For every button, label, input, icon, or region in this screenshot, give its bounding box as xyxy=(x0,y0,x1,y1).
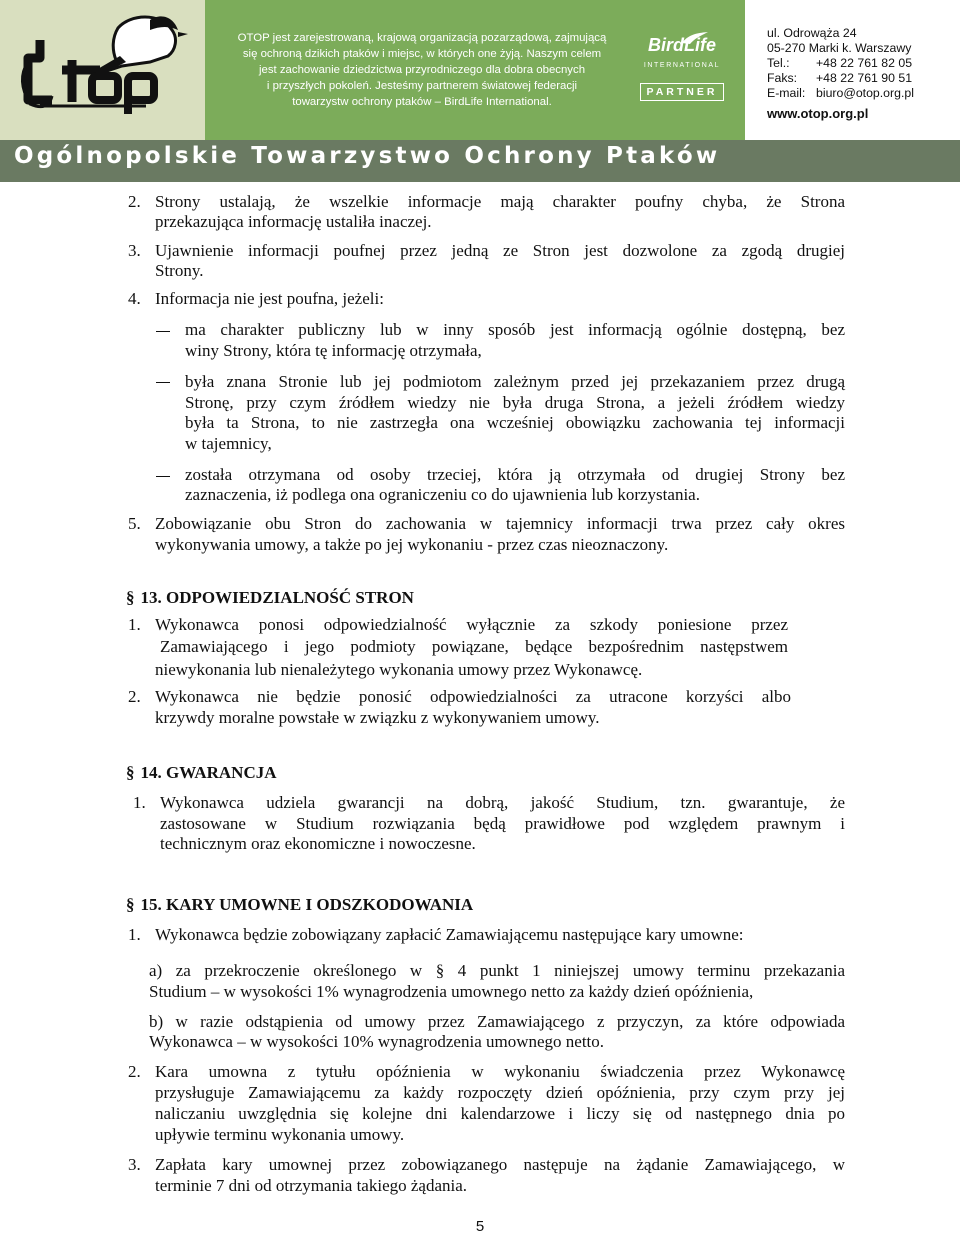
paragraph-line: Kara umowna z tytułu opóźnienia w wykonaniu świadczenia przez Wykonawcę xyxy=(155,1062,845,1081)
item-number: 2. xyxy=(128,687,141,706)
paragraph-line: terminie 7 dni od otrzymania takiego żądania. xyxy=(155,1176,468,1195)
email-link[interactable]: biuro@otop.org.pl xyxy=(816,86,914,100)
item-number: 3. xyxy=(128,241,141,260)
paragraph-line: krzywdy moralne powstałe w związku z wykonywaniem umowy. xyxy=(155,708,600,727)
section-sign: § xyxy=(126,588,135,607)
mission-statement xyxy=(212,30,632,110)
paragraph-line: Wykonawca będzie zobowiązany zapłacić Zamawiającemu następujące kary umowne: xyxy=(155,925,744,944)
item-number: 3. xyxy=(128,1155,141,1174)
mission-line: jest zachowanie dziedzictwa przyrodniczego dla dobra obecnych xyxy=(258,64,586,76)
paragraph-line: Wykonawca ponosi odpowiedzialność wyłącznie za szkody poniesione przez xyxy=(155,615,788,634)
paragraph-line: Wykonawca nie będzie ponosić odpowiedzialności za utracone korzyści albo xyxy=(155,687,791,706)
phone-label: Tel.: xyxy=(767,56,790,70)
paragraph-line: a) za przekroczenie określonego w § 4 punkt 1 niniejszej umowy terminu przekazania xyxy=(149,961,845,980)
item-number: 1. xyxy=(128,615,141,634)
paragraph-line: Ujawnienie informacji poufnej przez jedną ze Stron jest dozwolone za zgodą drugiej xyxy=(155,241,845,260)
paragraph-line: b) w razie odstąpienia od umowy przez Zamawiającego z przyczyn, za które odpowiada xyxy=(149,1012,845,1031)
section-heading: § 14. GWARANCJA xyxy=(126,763,277,782)
mission-line: i przyszłych pokoleń. Jesteśmy partnerem światowej federacji xyxy=(266,80,578,92)
header-logo-panel xyxy=(0,0,205,140)
mission-line: towarzystw ochrony ptaków – BirdLife International. xyxy=(292,96,552,108)
dash-bullet xyxy=(156,476,170,477)
paragraph-line: w tajemnicy, xyxy=(185,434,272,453)
birdlife-partner-label: PARTNER xyxy=(640,83,724,101)
paragraph-line: Zapłata kary umownej przez zobowiązanego następuje na żądanie Zamawiającego, w xyxy=(155,1155,845,1174)
paragraph-line: wykonywania umowy, a także po jej wykonaniu - przez czas nieoznaczony. xyxy=(155,535,669,554)
paragraph-line: Stronę, przy czym źródłem wiedzy nie była druga Strona, a jeżeli źródłem wiedzy xyxy=(185,393,845,412)
paragraph-line: była ta Strona, to nie zastrzegła ona wcześniej obowiązku zachowania tej informacji xyxy=(185,413,845,432)
item-number: 4. xyxy=(128,289,141,308)
paragraph-line: technicznym oraz ekonomiczne i nowoczesne. xyxy=(160,834,476,853)
item-number: 5. xyxy=(128,514,141,533)
phone-value: +48 22 761 82 05 xyxy=(816,56,913,70)
paragraph-line: Informacja nie jest poufna, jeżeli: xyxy=(155,289,384,308)
birdlife-international: INTERNATIONAL xyxy=(643,62,721,69)
section-sign: § xyxy=(126,763,135,782)
paragraph-line: została otrzymana od osoby trzeciej, która ją otrzymała od drugiej Strony bez xyxy=(185,465,845,484)
item-number: 2. xyxy=(128,1062,141,1081)
page-number: 5 xyxy=(475,1218,485,1235)
section-sign: § xyxy=(126,895,135,914)
paragraph-line: naliczaniu uwzględnia się kolejne dni kalendarzowe i liczy się od następnego dnia po xyxy=(155,1104,845,1123)
paragraph-line: zaznaczenia, iż podlega ona ograniczeniu co do ujawnienia lub korzystania. xyxy=(185,485,700,504)
paragraph-line: Studium – w wysokości 1% wynagrodzenia umownego netto za każdy dzień opóźnienia, xyxy=(149,982,754,1001)
website-link[interactable]: www.otop.org.pl xyxy=(767,106,869,121)
paragraph-line: Zobowiązanie obu Stron do zachowania w tajemnicy informacji trwa przez cały okres xyxy=(155,514,845,533)
paragraph-line: Strony. xyxy=(155,261,204,280)
paragraph-line: niewykonania lub nienależytego wykonania umowy przez Wykonawcę. xyxy=(155,660,643,679)
paragraph-line: przysługuje Zamawiającemu za każdy rozpoczęty dzień opóźnienia, przy czym przy jej xyxy=(155,1083,845,1102)
organization-name: Ogólnopolskie Towarzystwo Ochrony Ptaków xyxy=(14,143,721,169)
paragraph-line: była znana Stronie lub jej podmiotom zależnym przed jej przekazaniem przez drugą xyxy=(185,372,845,391)
email-label: E-mail: xyxy=(767,86,806,100)
paragraph-line: Wykonawca – w wysokości 10% wynagrodzenia umownego netto. xyxy=(149,1032,605,1051)
birdlife-partner-logo xyxy=(640,35,724,105)
birdlife-name: BirdLife xyxy=(647,35,716,55)
item-number: 1. xyxy=(128,925,141,944)
section-heading: § 15. KARY UMOWNE I ODSZKODOWANIA xyxy=(126,895,474,914)
item-number: 1. xyxy=(133,793,146,812)
paragraph-line: ma charakter publiczny lub w inny sposób jest informacją ogólnie dostępną, bez xyxy=(185,320,845,339)
mission-line: się ochroną dzikich ptaków i miejsc, w których one żyją. Naszym celem xyxy=(242,48,602,60)
fax-value: +48 22 761 90 51 xyxy=(816,71,913,85)
dash-bullet xyxy=(156,331,170,332)
paragraph-line: zastosowane w Studium rozwiązania będą prawidłowe pod względem prawnym i xyxy=(160,814,845,833)
paragraph-line: Zamawiającego i jego podmioty powiązane, będące bezpośrednim następstwem xyxy=(160,637,788,656)
paragraph-line: Strony ustalają, że wszelkie informacje mają charakter poufny chyba, że Strona xyxy=(155,192,845,211)
paragraph-line: przekazująca informację ustaliła inaczej. xyxy=(155,212,432,231)
paragraph-line: upływie terminu wykonania umowy. xyxy=(155,1125,405,1144)
otop-logo xyxy=(0,0,205,140)
mission-line: OTOP jest zarejestrowaną, krajową organizacją pozarządową, zajmującą xyxy=(237,32,607,44)
item-number: 2. xyxy=(128,192,141,211)
paragraph-line: winy Strony, która tę informację otrzymała, xyxy=(185,341,482,360)
section-heading: § 13. ODPOWIEDZIALNOŚĆ STRON xyxy=(126,588,414,607)
fax-label: Faks: xyxy=(767,71,798,85)
paragraph-line: Wykonawca udziela gwarancji na dobrą, jakość Studium, tzn. gwarantuje, że xyxy=(160,793,845,812)
dash-bullet xyxy=(156,382,170,383)
organization-band xyxy=(0,140,960,182)
